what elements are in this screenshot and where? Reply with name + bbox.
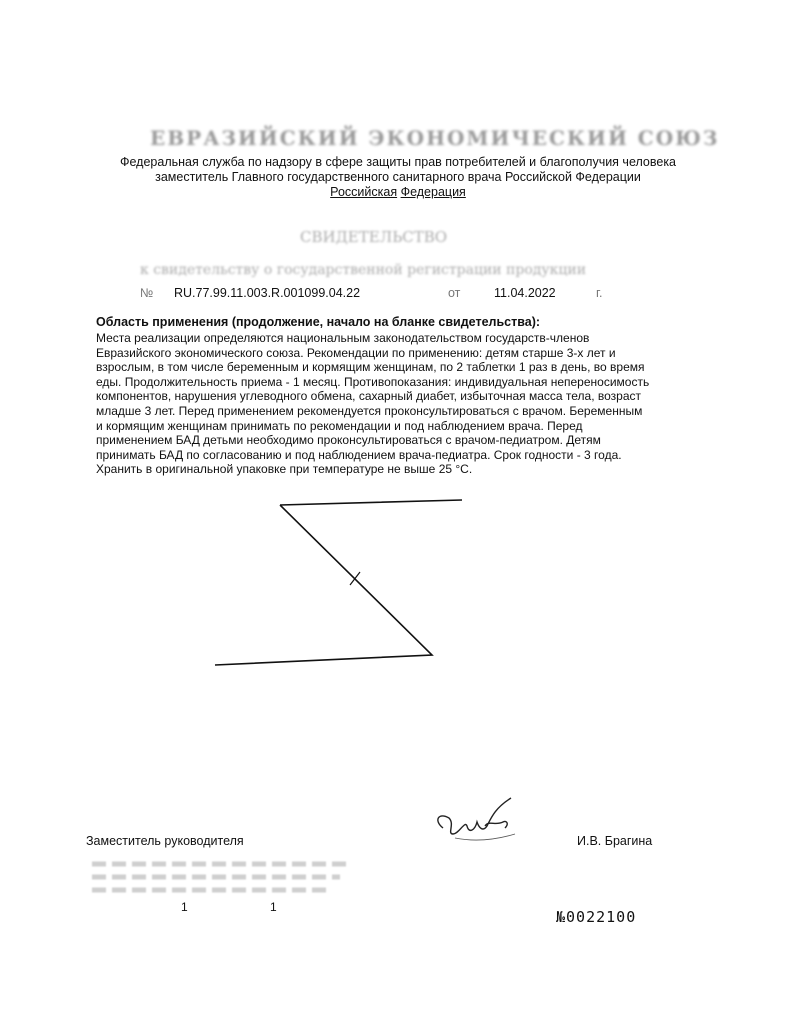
- body-line: и кормящим женщинам принимать по рекомендации и под наблюдением врача. Перед: [96, 418, 583, 433]
- body-line: компонентов, нарушения углеводного обмена, сахарный диабет, избыточная масса тела, возраст: [96, 389, 641, 404]
- faded-stamp-text: [90, 858, 370, 902]
- body-line: младше 3 лет. Перед применением рекомендуется проконсультироваться с врачом. Беременным: [96, 403, 643, 418]
- faded-stamp-stroke: [92, 864, 350, 890]
- z-mark-line: [215, 500, 462, 665]
- faded-caption: к свидетельству о государственной регистрации продукции: [140, 262, 587, 278]
- registration-number: RU.77.99.11.003.R.001099.04.22: [174, 286, 361, 300]
- signature-underline: [455, 834, 515, 840]
- registration-from-label: от: [448, 286, 461, 300]
- faded-stamp-lines: [90, 858, 370, 898]
- handwritten-signature: [425, 790, 535, 850]
- registration-year-suffix: г.: [596, 286, 603, 300]
- body-line: взрослым, в том числе беременным и кормящим женщинам, по 2 таблетки 1 раз в день, во время: [96, 360, 645, 375]
- body-line: еды. Продолжительность приема - 1 месяц. Противопоказания: индивидуальная непереносимость: [96, 374, 650, 389]
- org-line-2: заместитель Главного государственного санитарного врача Российской Федерации: [155, 170, 641, 184]
- registration-date: 11.04.2022: [494, 286, 556, 300]
- form-number: №0022100: [556, 908, 637, 926]
- faded-subtitle: СВИДЕТЕЛЬСТВО: [300, 228, 448, 246]
- faded-union-title: ЕВРАЗИЙСКИЙ ЭКОНОМИЧЕСКИЙ СОЮЗ: [150, 126, 720, 150]
- registration-number-prefix: №: [140, 286, 154, 300]
- signatory-position: Заместитель руководителя: [86, 834, 244, 848]
- body-line: Хранить в оригинальной упаковке при температуре не выше 25 °С.: [96, 462, 473, 477]
- footer-small-1b: 1: [270, 900, 277, 914]
- signatory-name: И.В. Брагина: [577, 834, 653, 848]
- org-line-3-b: Федерация: [400, 185, 466, 199]
- signature-stroke: [438, 798, 511, 834]
- footer-small-1a: 1: [181, 900, 188, 914]
- body-line: применением БАД детьми необходимо проконсультироваться с врачом-педиатром. Детям: [96, 433, 601, 448]
- body-line: принимать БАД по согласованию и под наблюдением врача-педиатра. Срок годности - 3 года.: [96, 447, 622, 462]
- body-line: Места реализации определяются национальным законодательством государств-членов: [96, 331, 590, 345]
- org-line-1: Федеральная служба по надзору в сфере защиты прав потребителей и благополучия человека: [119, 155, 677, 169]
- section-title: Область применения (продолжение, начало на бланке свидетельства):: [96, 315, 541, 329]
- body-line: Евразийского экономического союза. Рекомендации по применению: детям старше 3-х лет и: [96, 345, 616, 360]
- org-line-3-a: Российская: [330, 185, 398, 199]
